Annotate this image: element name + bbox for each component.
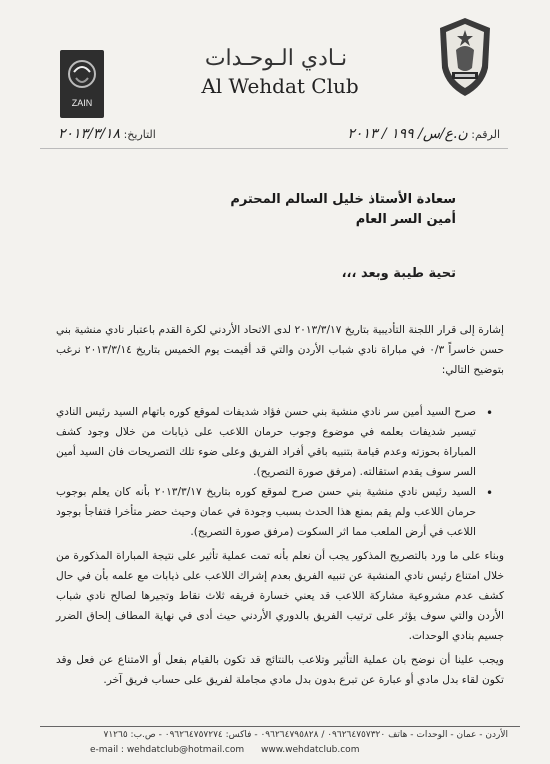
bullet-icon: • <box>486 406 494 420</box>
footer-website[interactable]: www.wehdatclub.com <box>261 745 360 755</box>
club-name-arabic: نـادي الـوحـدات <box>204 46 348 71</box>
addressee-name: سعادة الأستاذ خليل السالم المحترم <box>230 192 456 207</box>
footer-contact: الأردن - عمان - الوحدات - هاتف ٠٩٦٢٦٤٧٥٧٣٢٠ / ٠٩٦٢٦٤٧٩٥٨٢٨ - فاكس: ٠٩٦٢٦٤٧٥٧٢٧٤ - ص.ب: ٧١٢٦٥ <box>103 730 508 740</box>
club-crest-icon <box>436 16 494 98</box>
sponsor-name: ZAIN <box>71 98 93 108</box>
reference-number <box>347 126 500 142</box>
paragraph-3: وبناء على ما ورد بالتصريح المذكور يجب أن نعلم بأنه تمت عملية تأثير على نتيجة المباراة المذكورة من خلال امتناع رئيس نادي المنشية عن تنبيه الفريق بعدم إشراك اللاعب على ذيابات مع علمه بأن في حال كشف عدم مشروعية مشاركة اللاعب قد يعني خسارة فريقه ثلاث نقاط وتجيرها لصالح نادي شباب الأردن والتي سوف يؤثر على ترتيب الفريق بالدوري الأردني حيث أدى في نهاية المطاف إلحاق الضرر جسيم بنادي الوحدات. <box>56 550 504 642</box>
reference-label: الرقم: <box>471 128 500 141</box>
paragraph-4: ويجب علينا أن نوضح بان عملية التأثير وتلاعب بالنتائج قد تكون بالقيام بفعل أو الامتناع عن فعل وقد تكون لقاء بدل مادي أو عبارة عن تبرع بدون بدل مادي مجاملة لفريق على حساب فريق آخر. <box>56 654 504 686</box>
zain-logo-icon <box>60 50 104 118</box>
date-value: ٢٠١٣/٣/١٨ <box>58 126 121 142</box>
bullet-icon: • <box>486 486 494 500</box>
reference-date <box>58 126 156 142</box>
addressee-title: أمين السر العام <box>355 212 456 227</box>
paragraph-bullet-1: صرح السيد أمين سر نادي منشية بني حسن فؤاد شديفات لموقع كوره باتهام السيد رئيس النادي تيسير شديفات بعلمه في موضوع وجوب حرمان اللاعب على ذيابات من خلال وجود كشف المباراة بحوزته وعدم قيامة بتنبيه باقي أفراد الفريق وعلى ضوء تلك التصريحات فان السيد أمين السر سوف يقدم استقالته. (مرفق صورة التصريح). <box>56 406 476 478</box>
footer-email[interactable]: e-mail : wehdatclub@hotmail.com <box>90 745 245 755</box>
paragraph-bullet-2: السيد رئيس نادي منشية بني حسن صرح لموقع كوره بتاريخ ٢٠١٣/٣/١٧ بأنه كان يعلم بوجوب حرمان اللاعب ولم يقم بمنع هذا الحدث بسبب وجودة في عمان وحيث حضر متأخرا فتفاجأ بوجود اللاعب في أرض الملعب مما اثر السكوت (مرفق صورة التصريح). <box>56 486 476 538</box>
paragraph-intro: إشارة إلى قرار اللجنة التأديبية بتاريخ ٢٠١٣/٣/١٧ لدى الاتحاد الأردني لكرة القدم باعتبار نادي منشية بني حسن خاسراً ٠/٣ في مباراة نادي شباب الأردن والتي قد أقيمت يوم الخميس بتاريخ ٢٠١٣/٣/١٤ نرغب بتوضيح التالي: <box>56 324 504 376</box>
greeting: تحية طيبة وبعد ،،، <box>341 266 456 281</box>
date-label: التاريخ: <box>123 128 156 141</box>
footer-web <box>90 745 470 755</box>
header-divider <box>40 148 508 149</box>
footer-divider <box>40 726 520 727</box>
club-name-english: Al Wehdat Club <box>201 74 359 98</box>
reference-value: ن.ع/س/ ١٩٩ / ٢٠١٣ <box>347 126 468 142</box>
reference-row <box>40 126 500 148</box>
